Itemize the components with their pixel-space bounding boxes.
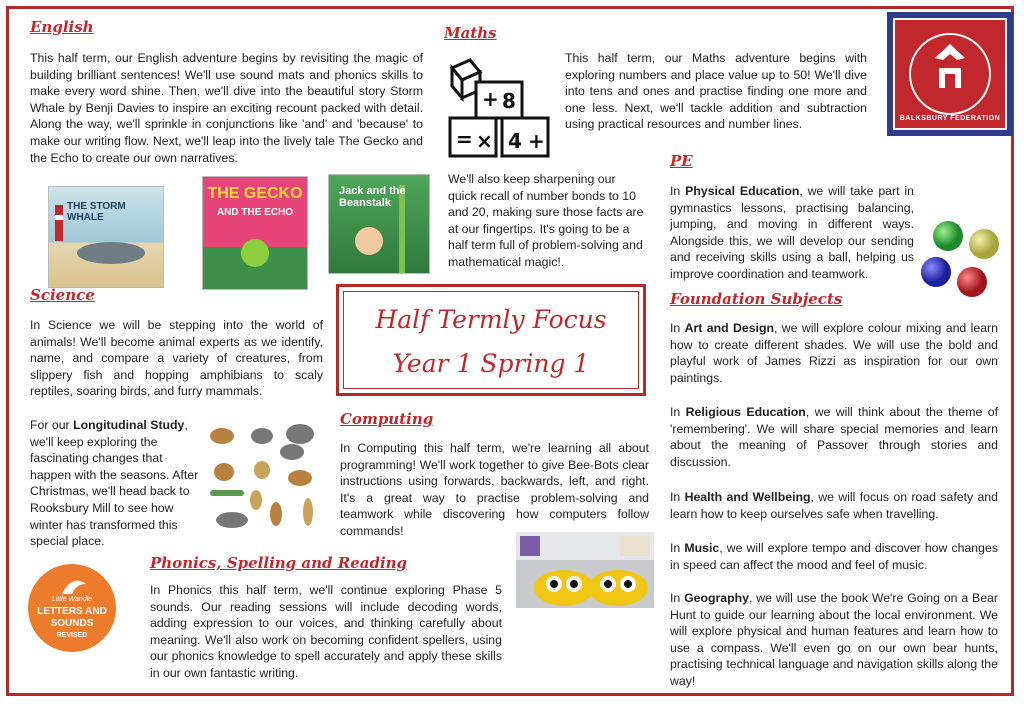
letters-and-sounds-logo: [28, 564, 116, 652]
maths-text-2: We'll also keep sharpening our quick recall of number bonds to 10 and 20, making sure those facts are at our fingertips. It's going to be a half term full of problem-solving and mathematical magic!.: [448, 172, 644, 269]
svg-text:+: +: [528, 129, 545, 153]
svg-text:4: 4: [508, 129, 522, 153]
federation-logo: [887, 12, 1013, 136]
animals-image: [204, 420, 320, 532]
gecko-subtitle: AND THE ECHO: [216, 207, 294, 218]
computing-heading: Computing: [340, 410, 434, 428]
gecko-book-cover: [202, 176, 308, 290]
music-text: In Music, we will explore tempo and discover how changes in speed can affect the mood and feel of music.: [670, 541, 998, 572]
phonics-text: In Phonics this half term, we'll continue exploring Phase 5 sounds. Our reading sessions will include decoding words, adding expression to our voices, and thinking carefully about meaning. We'll also work on becoming confident spellers, using our phonics knowledge to spell accurately and apply these skills in our own fantastic writing.: [150, 583, 502, 680]
science-text-2: For our Longitudinal Study, we'll keep exploring the fascinating changes that happen with the seasons. After Christmas, we'll head back to Rooksbury Mill to see how winter has transformed this special place.: [30, 418, 199, 549]
title-line-1: Half Termly Focus: [375, 305, 607, 334]
logo-line-3: REVISED: [56, 632, 88, 639]
beanstalk-book-cover: [328, 174, 430, 274]
pe-heading: PE: [670, 152, 693, 170]
computing-text: In Computing this half term, we're learning all about programming! We'll work together to give Bee-Bots clear instructions using forwards, backwards, left, and right. It's a great way to practise problem-solving and teamwork while discovering how computers follow commands!: [340, 441, 649, 538]
number-blocks-icon: [446, 56, 552, 164]
re-text: In Religious Education, we will think about the theme of 'remembering'. We will share special memories and learn about the meaning of Passover through stories and discussion.: [670, 405, 998, 469]
pe-text: In Physical Education, we will take part in gymnastics lessons, practising balancing, jumping, and moving in different ways. Alongside this, we will develop our sending and receiving skills using a ball, helping us improve coordination and teamwork.: [670, 184, 914, 281]
english-text: This half term, our English adventure begins by revisiting the magic of building brilliant sentences! We'll use sound mats and phonics skills to make every word shine. Then, we'll dive into the beautiful story Storm Whale by Benji Davies to inspire an exciting recount packed with detail. Along the way, we'll sprinkle in conjunctions like 'and' and 'because' to make our writing flow. Next, we'll leap into the lively tale The Gecko and the Echo to create our own narratives.: [30, 51, 423, 165]
storm-whale-title: THE STORM WHALE: [67, 201, 126, 223]
title-box: [336, 284, 646, 396]
art-text: In Art and Design, we will explore colour mixing and learn how to create different shades. We will use the bold and playful work of James Rizzi as inspiration for our own paintings.: [670, 321, 998, 385]
title-line-2: Year 1 Spring 1: [392, 349, 590, 378]
phonics-heading: Phonics, Spelling and Reading: [150, 554, 408, 572]
geography-text: In Geography, we will use the book We're Going on a Bear Hunt to guide our learning about the local environment. We will explore physical and human features and learn how to use a compass. We'll even go on our own bear hunts, practising technical language and navigation skills along the way!: [670, 591, 998, 688]
bee-bots-image: [516, 532, 654, 608]
maths-text-1: This half term, our Maths adventure begins with exploring numbers and place value up to 50! We'll dive into tens and ones and practise finding one more and one less. Next, we'll tackle addition and subtraction using practical resources and number lines.: [565, 51, 867, 132]
beanstalk-title: Jack and the Beanstalk: [339, 185, 406, 209]
gecko-title: THE GECKO: [207, 185, 303, 202]
health-text: In Health and Wellbeing, we will focus on road safety and learn how to keep ourselves safe when travelling.: [670, 490, 998, 521]
science-text-1: In Science we will be stepping into the world of animals! We'll become animal experts as we identify, name, and compare a variety of creatures, from slippery fish and hopping amphibians to scaly reptiles, soaring birds, and furry mammals.: [30, 318, 323, 399]
svg-text:+: +: [482, 87, 499, 111]
science-heading: Science: [30, 286, 95, 304]
english-heading: English: [30, 18, 94, 36]
foundation-heading: Foundation Subjects: [670, 290, 843, 308]
maths-heading: Maths: [444, 24, 497, 42]
svg-text:=: =: [456, 127, 473, 151]
svg-text:×: ×: [476, 129, 493, 153]
balls-image: [918, 218, 1002, 302]
svg-text:8: 8: [502, 89, 516, 113]
logo-line-2: SOUNDS: [50, 618, 94, 629]
logo-small-text: Little Wandle: [51, 596, 93, 603]
logo-line-1: LETTERS AND: [37, 606, 107, 617]
storm-whale-book-cover: [48, 186, 164, 288]
federation-logo-text: BALKSBURY FEDERATION: [899, 115, 1001, 122]
